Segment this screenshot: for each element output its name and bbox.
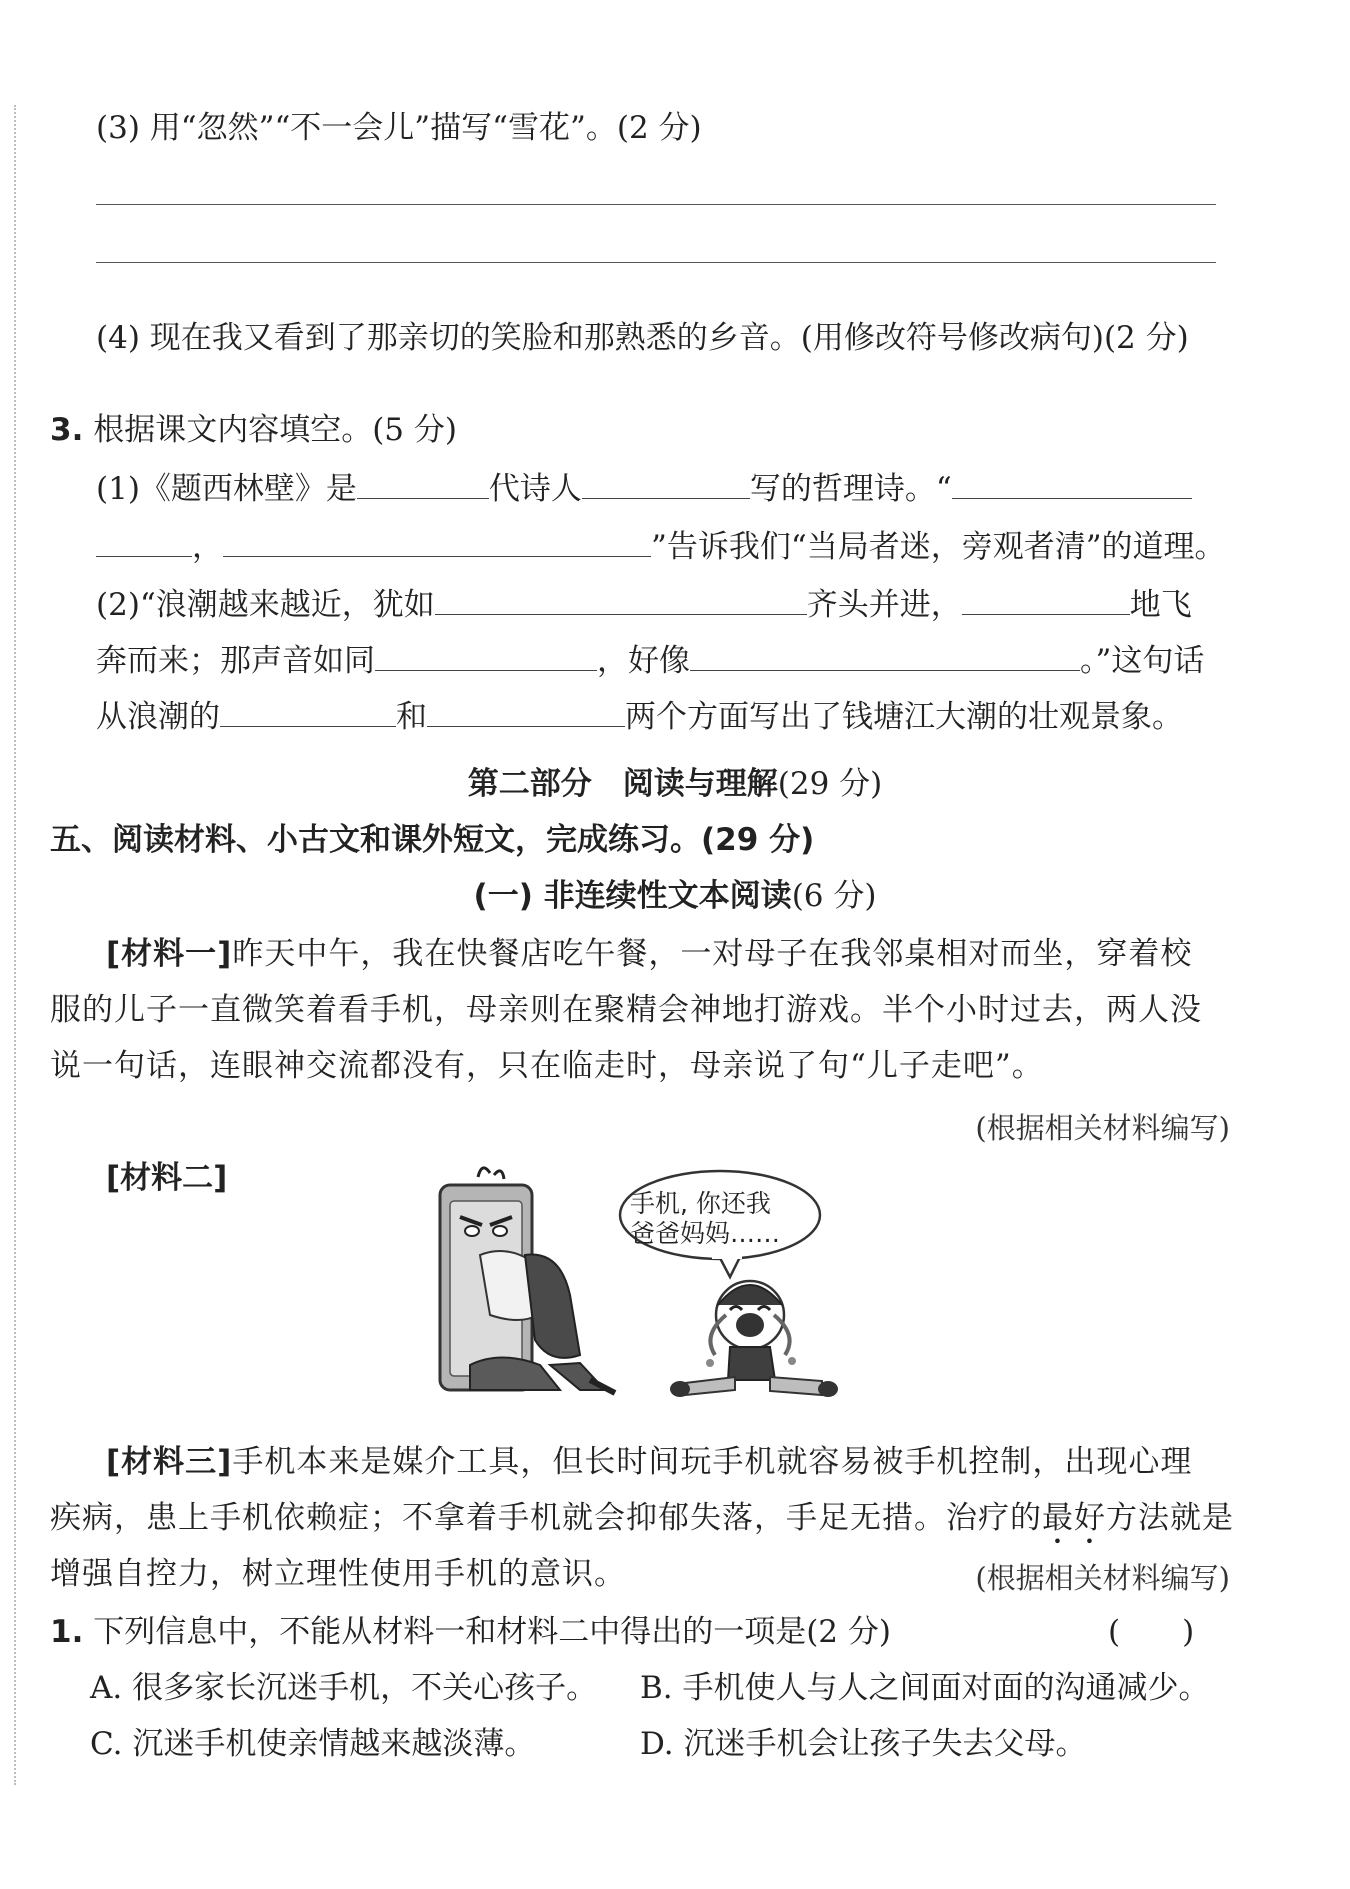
q2-item3-answer-line-2[interactable] (96, 262, 1216, 263)
q1-stem (50, 1612, 891, 1652)
q3-stem (50, 410, 457, 450)
q3-line4-text-a: 奔而来；那声音如同 (96, 643, 375, 679)
q1-stem-text: 下列信息中，不能从材料一和材料二中得出的一项是(2 分) (93, 1614, 891, 1650)
q2-item4-text: (4) 现在我又看到了那亲切的笑脸和那熟悉的乡音。(用修改符号修改病句)(2 分) (96, 320, 1189, 356)
section5-sub-score: (6 分) (791, 878, 877, 914)
q1-option-c[interactable]: C. 沉迷手机使亲情越来越淡薄。 (90, 1726, 536, 1762)
material1-line2: 服的儿子一直微笑着看手机，母亲则在聚精会神地打游戏。半个小时过去，两人没 (50, 992, 1202, 1028)
q3-blank-aspect-1[interactable] (220, 696, 396, 727)
q2-item3-answer-line-1[interactable] (96, 204, 1216, 205)
q3-blank-tide-1[interactable] (435, 584, 807, 615)
q3-line3-text-c: 地飞 (1129, 587, 1192, 623)
emphasis-char-2: 好 (1074, 1500, 1106, 1536)
speech-bubble-line-1: 手机, 你还我 (630, 1189, 771, 1218)
q3-line5 (96, 696, 1183, 737)
q3-line5-text-c: 两个方面写出了钱塘江大潮的壮观景象。 (625, 699, 1183, 735)
q3-line2 (96, 526, 1226, 567)
part2-heading (0, 764, 1350, 804)
q3-blank-verse-2[interactable] (223, 526, 651, 557)
speech-bubble-line-2: 爸爸妈妈…… (630, 1219, 781, 1248)
q2-item3-text: (3) 用“忽然”“不一会儿”描写“雪花”。(2 分) (96, 110, 702, 146)
part2-title: 第二部分 阅读与理解 (467, 766, 778, 802)
material1-citation: (根据相关材料编写) (975, 1111, 1230, 1145)
section5-subtitle: (一) 非连续性文本阅读 (473, 878, 792, 914)
material3-line1 (106, 1442, 1192, 1482)
q3-blank-verse-1-cont[interactable] (96, 526, 192, 557)
q3-stem-text: 根据课文内容填空。(5 分) (93, 412, 457, 448)
section5-subheading (0, 876, 1350, 916)
q3-line1 (96, 468, 1192, 509)
speech-bubble-text (630, 1189, 780, 1249)
q1-answer-parentheses[interactable]: ( ) (1108, 1614, 1195, 1650)
material3-text-2a: 疾病，患上手机依赖症；不拿着手机就会抑郁失落，手足无措。治疗的 (50, 1500, 1042, 1536)
material1-label: [材料一] (106, 936, 233, 972)
material3-line2 (50, 1498, 1234, 1538)
material1-text-1: 昨天中午，我在快餐店吃午餐，一对母子在我邻桌相对而坐，穿着校 (232, 936, 1193, 972)
q3-blank-sound-1[interactable] (375, 640, 597, 671)
material1-line1 (106, 934, 1192, 974)
q1-number: 1. (50, 1614, 84, 1650)
q3-blank-verse-1[interactable] (952, 468, 1192, 499)
q3-blank-dynasty[interactable] (357, 468, 489, 499)
q1-option-b[interactable]: B. 手机使人与人之间面对面的沟通减少。 (640, 1670, 1210, 1706)
q3-line3 (96, 584, 1192, 625)
emphasis-char-1: 最 (1042, 1500, 1074, 1536)
q3-blank-sound-2[interactable] (690, 640, 1080, 671)
material2-cartoon (430, 1165, 860, 1405)
q3-line1-text-c: 写的哲理诗。“ (749, 471, 952, 507)
q3-line2-comma: ， (192, 529, 223, 565)
q3-line4-text-c: 。”这句话 (1080, 643, 1205, 679)
section5-title: 五、阅读材料、小古文和课外短文，完成练习。(29 分) (50, 822, 815, 858)
q3-blank-poet[interactable] (582, 468, 750, 499)
material3-line3: 增强自控力，树立理性使用手机的意识。 (50, 1556, 626, 1592)
q1-option-a[interactable]: A. 很多家长沉迷手机，不关心孩子。 (90, 1670, 598, 1706)
material3-text-1: 手机本来是媒介工具，但长时间玩手机就容易被手机控制，出现心理 (232, 1444, 1193, 1480)
q3-blank-aspect-2[interactable] (427, 696, 625, 727)
q3-blank-tide-2[interactable] (962, 584, 1130, 615)
part2-score: (29 分) (777, 766, 883, 802)
q3-line5-text-a: 从浪潮的 (96, 699, 220, 735)
q3-line4 (96, 640, 1204, 681)
binding-margin-line (14, 105, 16, 1785)
q3-line5-text-b: 和 (396, 699, 427, 735)
q3-line3-text-b: 齐头并进， (806, 587, 962, 623)
q3-line1-text-b: 代诗人 (488, 471, 582, 507)
q3-line1-text-a: (1)《题西林壁》是 (96, 471, 357, 507)
q1-option-d[interactable]: D. 沉迷手机会让孩子失去父母。 (640, 1726, 1087, 1762)
q3-line4-text-b: ，好像 (597, 643, 690, 679)
material3-citation: (根据相关材料编写) (975, 1561, 1230, 1595)
material3-text-2b: 方法就是 (1106, 1500, 1234, 1536)
q3-number: 3. (50, 412, 84, 448)
material1-line3: 说一句话，连眼神交流都没有，只在临走时，母亲说了句“儿子走吧”。 (50, 1048, 1044, 1084)
q3-line3-text-a: (2)“浪潮越来越近，犹如 (96, 587, 435, 623)
q3-line2-text: ”告诉我们“当局者迷，旁观者清”的道理。 (651, 529, 1226, 565)
material3-label: [材料三] (106, 1444, 233, 1480)
material2-label: [材料二] (106, 1160, 228, 1196)
